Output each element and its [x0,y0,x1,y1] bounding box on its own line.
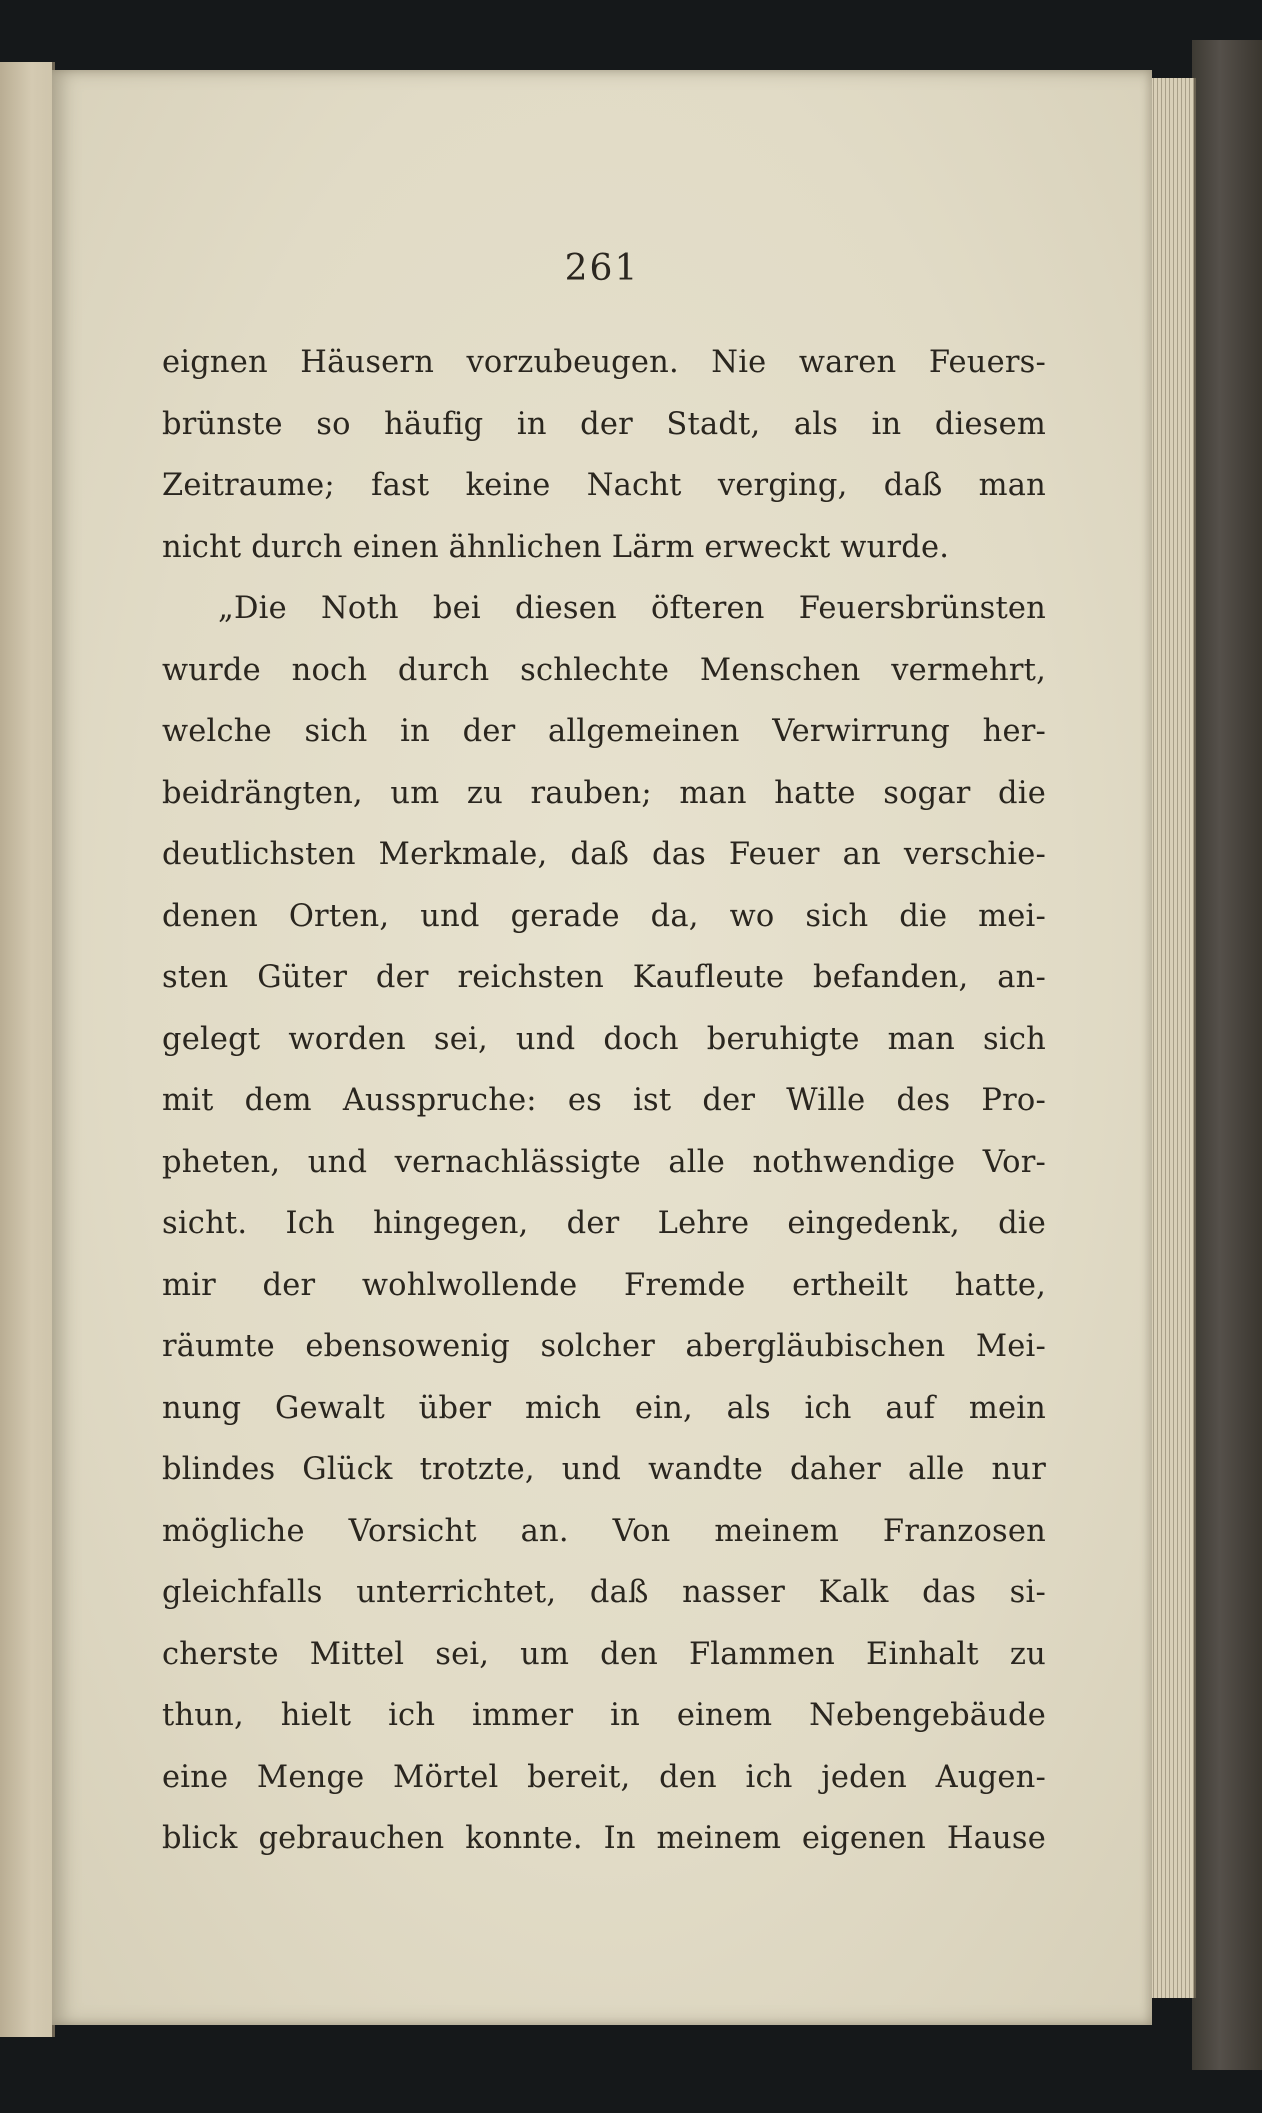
text-line: sten Güter der reichsten Kaufleute befanden, an- [162,960,1046,995]
body-text [162,332,1046,1870]
text-line: brünste so häufig in der Stadt, als in diesem [162,406,1046,442]
text-line: „Die Noth bei diesen öfteren Feuersbrünsten [218,591,1046,626]
text-line: denen Orten, und gerade da, wo sich die mei- [162,898,1046,934]
text-line: blick gebrauchen konnte. In meinem eigenen Hause [162,1821,1046,1856]
text-line: welche sich in der allgemeinen Verwirrung her- [162,714,1046,749]
text-line: nicht durch einen ähnlichen Lärm erweckt wurde. [162,529,950,565]
text-line: eignen Häusern vorzubeugen. Nie waren Feuers- [162,345,1046,380]
text-line: sicht. Ich hingegen, der Lehre eingedenk, die [162,1206,1046,1241]
text-line: mit dem Ausspruche: es ist der Wille des Pro- [162,1083,1046,1118]
text-line: pheten, und vernachlässigte alle nothwendige Vor- [162,1144,1046,1180]
text-line: gleichfalls unterrichtet, daß nasser Kalk das si- [162,1575,1046,1610]
text-line: nung Gewalt über mich ein, als ich auf mein [162,1390,1046,1426]
left-page-edge [0,62,55,2037]
text-line: mögliche Vorsicht an. Von meinem Franzosen [162,1513,1046,1549]
text-line: eine Menge Mörtel bereit, den ich jeden Augen- [162,1759,1046,1795]
text-line: cherste Mittel sei, um den Flammen Einhalt zu [162,1636,1046,1672]
book-page [52,70,1152,2025]
text-line: wurde noch durch schlechte Menschen vermehrt, [162,652,1046,688]
text-line: gelegt worden sei, und doch beruhigte man sich [162,1021,1046,1057]
text-line: räumte ebensowenig solcher abergläubischen Mei- [162,1329,1046,1364]
text-line: thun, hielt ich immer in einem Nebengebäude [162,1698,1046,1733]
text-line: mir der wohlwollende Fremde ertheilt hatte, [162,1267,1046,1303]
text-line: Zeitraume; fast keine Nacht verging, daß man [162,468,1046,503]
book-cover-edge [1192,40,1262,2070]
text-line: blindes Glück trotzte, und wandte daher alle nur [162,1452,1046,1487]
page-number: 261 [564,248,640,289]
text-line: deutlichsten Merkmale, daß das Feuer an verschie- [162,837,1046,872]
page-stack-edge [1150,78,1196,1998]
text-line: beidrängten, um zu rauben; man hatte sogar die [162,775,1046,811]
